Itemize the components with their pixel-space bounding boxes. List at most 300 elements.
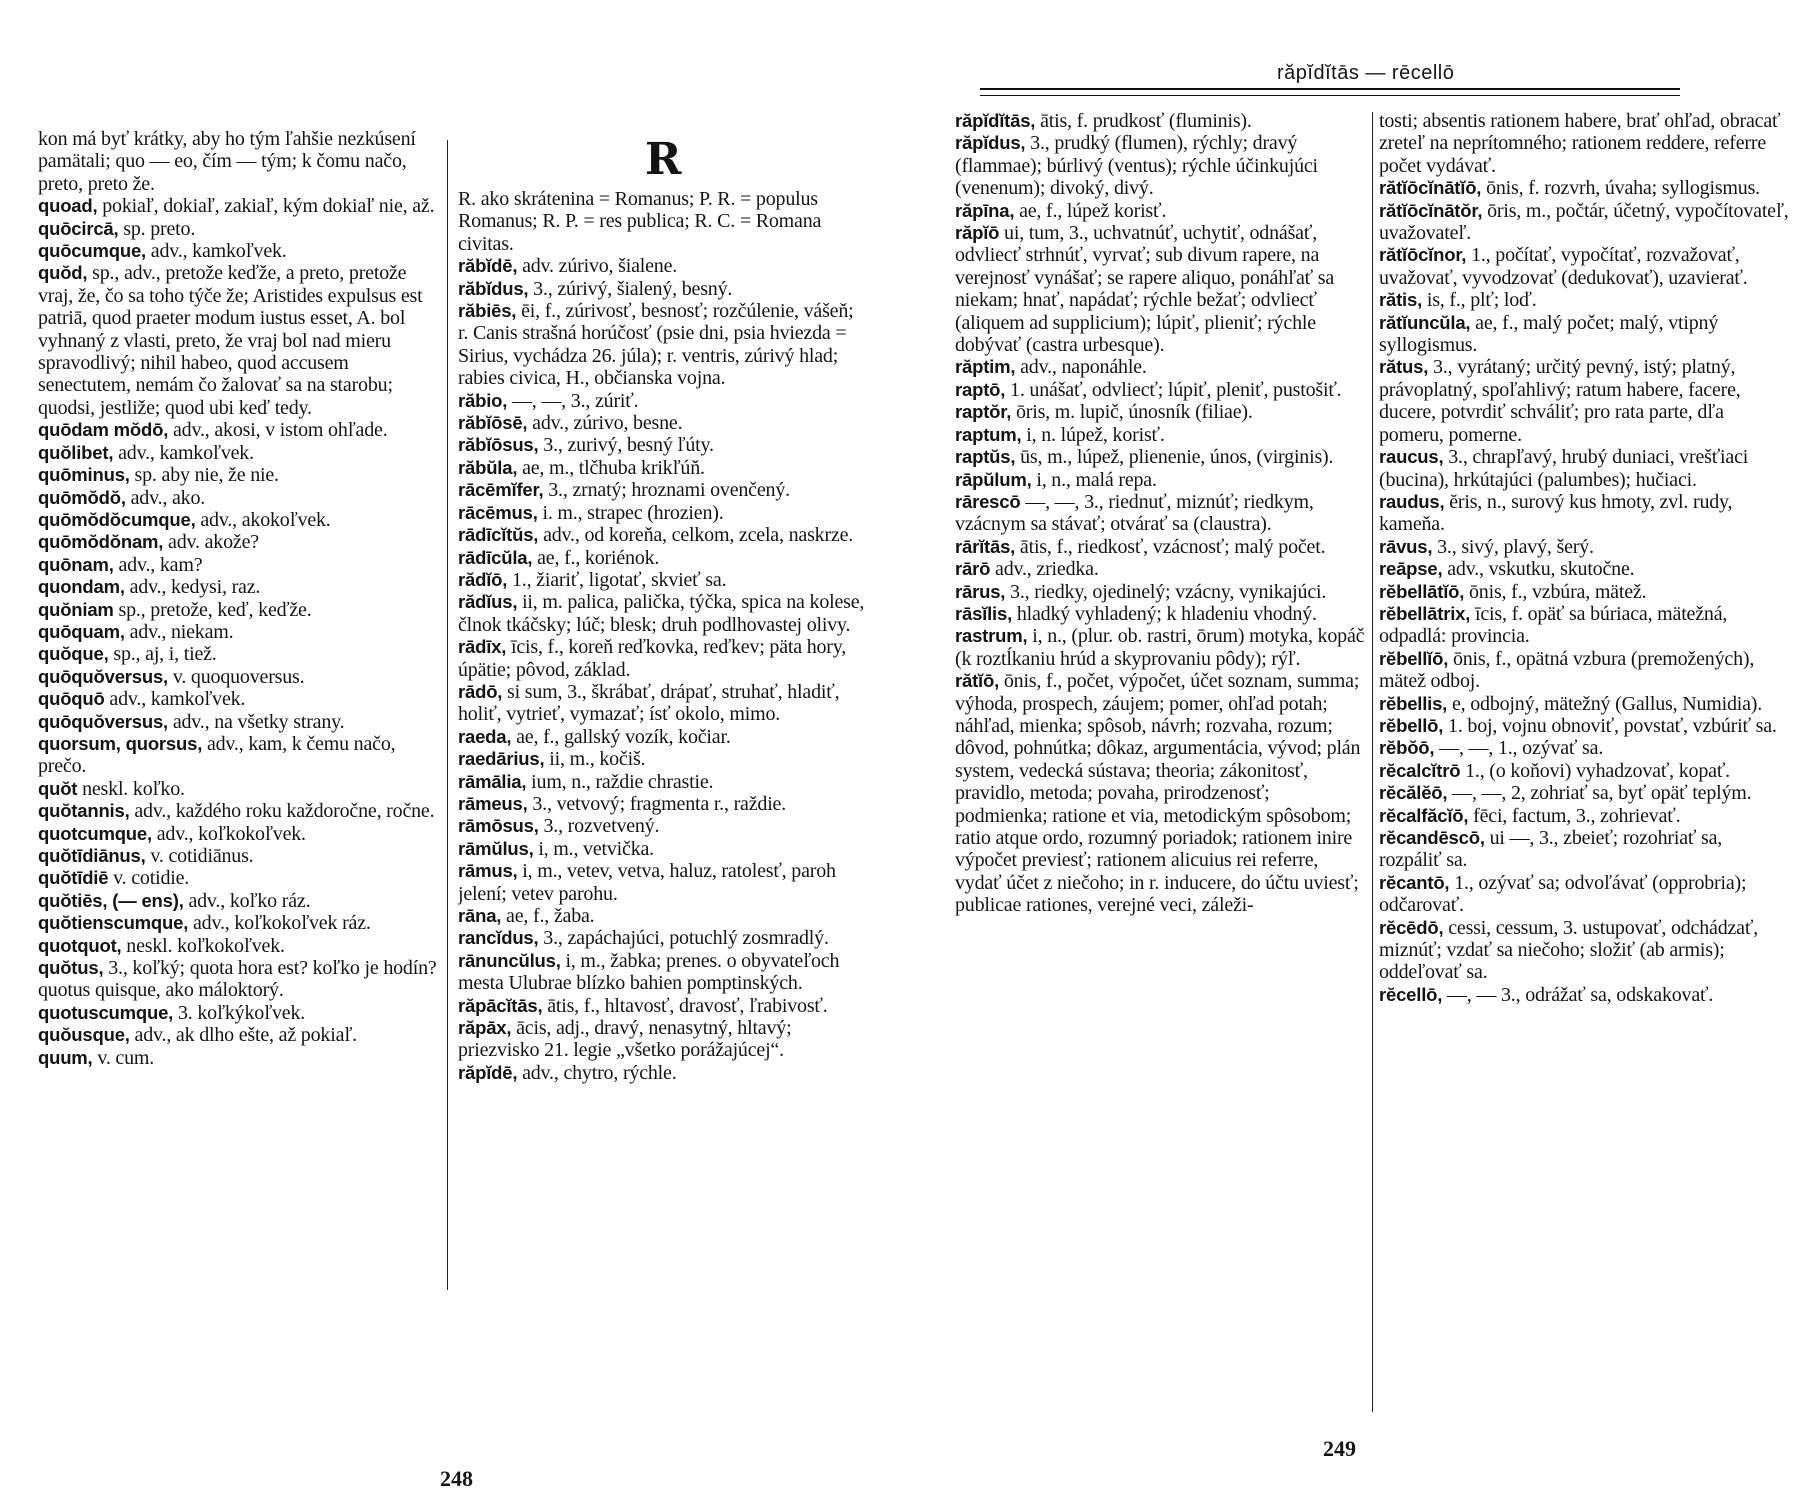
entry-definition: ium, n., raždie chrastie.: [531, 770, 714, 793]
dictionary-entry: [458, 412, 868, 434]
entry-definition: 1., ozývať sa; odvoľávať (opprobria); odčarovať.: [1379, 871, 1747, 917]
dictionary-entry: [458, 1017, 868, 1062]
entry-definition: ae, f., gallský vozík, kočiar.: [516, 725, 731, 748]
dictionary-entry: [38, 554, 440, 576]
entry-headword: răpīna,: [955, 199, 1015, 221]
entry-headword: răpĭdē,: [458, 1061, 518, 1083]
entry-definition: ae, f., lúpež korisť.: [1019, 199, 1167, 222]
entry-definition: ātis, f. prudkosť (fluminis).: [1040, 110, 1252, 132]
entry-definition: adv., kam, k čemu načo, prečo.: [38, 732, 396, 778]
entry-definition: v. cum.: [97, 1046, 155, 1069]
entry-definition: 3., zúrivý, šialený, besný.: [533, 277, 733, 300]
entry-definition: adv., od koreňa, celkom, zcela, naskrze.: [543, 524, 854, 547]
entry-definition: īcis, f. opäť sa búriaca, mätežná, odpadlá: provincia.: [1379, 602, 1728, 648]
entry-definition: i, m., vetvička.: [538, 837, 654, 860]
dictionary-entry: [38, 935, 440, 957]
entry-headword: rătĭō,: [955, 670, 1000, 692]
entry-definition: R. ako skrátenina = Romanus; P. R. = populus Romanus; R. P. = res publica; R. C. = Romana civitas.: [458, 188, 822, 255]
dictionary-entry: [38, 576, 440, 598]
entry-definition: fēci, factum, 3., zohrievať.: [1473, 804, 1681, 827]
dictionary-entry: [458, 188, 868, 255]
entry-definition: 3., sivý, plavý, šerý.: [1437, 535, 1594, 558]
entry-definition: 1., počítať, vypočítať, rozvažovať, uvažovať, vyvodzovať (dedukovať), uzavierať.: [1379, 244, 1748, 289]
entry-definition: i, n. lúpež, korisť.: [1026, 423, 1165, 446]
entry-definition: adv. zúrivo, šialene.: [522, 255, 678, 278]
entry-definition: ōnis, f. rozvrh, úvaha; syllogismus.: [1486, 177, 1760, 200]
entry-headword: quōmŏdŏcumque,: [38, 508, 196, 530]
entry-headword: quōmŏdŏnam,: [38, 531, 164, 553]
entry-headword: rĕbŏō,: [1379, 737, 1435, 759]
entry-definition: ūs, m., lúpež, plienenie, únos, (virginis).: [1020, 446, 1334, 469]
entry-definition: ui, tum, 3., uchvatnúť, uchytiť, odnášať, odvliecť strhnúť, vyrvať; sub divum rapere, na verejnosť vynášať; se rapere aliquo, ponáhľať sa niekam; hnať, napádať; rýchle bežať; odvliecť (aliquem ad supplicium); lúpiť, plieniť; rýchle dobývať (castra urbesque).: [955, 222, 1335, 357]
entry-headword: quŏtienscumque,: [38, 912, 189, 934]
entry-headword: rătĭuncŭla,: [1379, 311, 1471, 333]
dictionary-entry: [458, 636, 868, 681]
letter-heading: R: [644, 134, 682, 185]
page-number: 248: [440, 1466, 473, 1491]
entry-definition: 3. koľkýkoľvek.: [177, 1001, 306, 1024]
dictionary-entry: [458, 569, 868, 591]
dictionary-entry: [458, 457, 868, 479]
entry-definition: sp., aj, i, tiež.: [113, 643, 217, 666]
entry-headword: răbĭōsus,: [458, 434, 539, 456]
entry-headword: quōquŏversus,: [38, 710, 168, 732]
entry-definition: adv., chytro, rýchle.: [522, 1061, 677, 1084]
dictionary-entry: [1379, 581, 1789, 603]
entry-headword: rĕbellātĭō,: [1379, 580, 1465, 602]
left-column-1: [38, 128, 440, 1308]
dictionary-entry: [955, 558, 1365, 580]
entry-headword: quondam,: [38, 576, 125, 598]
entry-definition: 3., chrapľavý, hrubý duniaci, vrešťiaci (bucina), hrkútajúci (palumbes); hučiaci.: [1379, 446, 1749, 491]
entry-headword: raptum,: [955, 423, 1022, 445]
dictionary-entry: [458, 591, 868, 636]
entry-definition: adv., ako.: [130, 486, 206, 509]
entry-definition: adv., kedysi, raz.: [129, 576, 261, 599]
dictionary-entry: [1379, 603, 1789, 648]
dictionary-entry: [38, 711, 440, 733]
entry-definition: adv., každého roku každoročne, ročne.: [134, 800, 435, 823]
entry-definition: pokiaľ, dokiaľ, zakiaľ, kým dokiaľ nie, až.: [102, 195, 435, 218]
entry-definition: i, m., vetev, vetva, haluz, ratolesť, paroh jelení; vetev parohu.: [458, 860, 836, 905]
entry-headword: rādīcĭtŭs,: [458, 524, 539, 546]
entry-definition: adv., akokoľvek.: [200, 508, 331, 531]
entry-definition: ii, m. palica, palička, týčka, spica na kolese, člnok tkáčsky; lúč; blesk; druh podlhovastej olivy.: [458, 591, 865, 636]
dictionary-entry: [38, 509, 440, 531]
entry-definition: sp., adv., pretože keďže, a preto, pretože vraj, že, čo sa toho týče že; Aristides expulsus est patriā, quod praeter modum iustus esset, A. bol vyhnaný z vlasti, preto, že vraj bol nad mieru spravodlivý; nihil habeo, quod accusem senectutem, nemám čo žalovať sa na starobu; quodsi, jestliže; quod ubi keď tedy.: [38, 262, 423, 419]
dictionary-entry: [955, 356, 1365, 378]
running-head: răpĭdĭtās — rēcellō: [1277, 62, 1455, 84]
entry-headword: rādō,: [458, 680, 503, 702]
entry-headword: rĕcălĕō,: [1379, 782, 1448, 804]
dictionary-entry: [955, 222, 1365, 356]
dictionary-entry: [458, 995, 868, 1017]
entry-definition: neskl. koľkokoľvek.: [126, 934, 285, 957]
dictionary-entry: [38, 621, 440, 643]
entry-headword: rĕbellis,: [1379, 692, 1448, 714]
dictionary-entry: [955, 491, 1365, 536]
entry-headword: quŏtīdiē: [38, 867, 109, 889]
entry-definition: ui —, 3., zbeieť; rozohriať sa, rozpáliť sa.: [1379, 827, 1723, 872]
dictionary-entry: [955, 469, 1365, 491]
entry-headword: răpĭdus,: [955, 132, 1026, 154]
entry-definition: ātis, f., hltavosť, dravosť, ľrabivosť.: [547, 994, 828, 1017]
entry-definition: adv., vskutku, skutočne.: [1447, 558, 1635, 581]
entry-headword: quotcumque,: [38, 822, 152, 844]
dictionary-entry: [955, 625, 1365, 670]
dictionary-entry: [38, 957, 440, 1002]
dictionary-entry: [458, 434, 868, 456]
entry-headword: răbio,: [458, 389, 508, 411]
entry-headword: rătĭōcĭnātĭō,: [1379, 177, 1482, 199]
entry-definition: īcis, f., koreň reďkovka, reďkev; päta hory, úpätie; pôvod, základ.: [458, 636, 847, 681]
entry-definition: adv., zriedka.: [995, 558, 1099, 581]
dictionary-entry: [955, 581, 1365, 603]
entry-definition: adv., kamkoľvek.: [109, 688, 246, 711]
dictionary-entry: [458, 1062, 868, 1084]
entry-definition: —, —, 3., zúriť.: [511, 389, 639, 412]
entry-headword: răptim,: [955, 356, 1016, 378]
entry-definition: ae, m., tlčhuba krikľúň.: [522, 456, 705, 479]
entry-headword: rādīcŭla,: [458, 546, 533, 568]
dictionary-entry: [458, 838, 868, 860]
entry-definition: —, —, 3., riednuť, miznúť; riedkym, vzácnym sa stávať; otvárať sa (claustra).: [955, 490, 1314, 536]
entry-headword: quōnam,: [38, 553, 114, 575]
dictionary-entry: [1379, 289, 1789, 311]
entry-headword: rătis,: [1379, 289, 1423, 311]
entry-definition: 1., (o koňovi) vyhadzovať, kopať.: [1465, 759, 1730, 782]
entry-definition: adv., naponáhle.: [1020, 356, 1147, 379]
entry-headword: quōdam mŏdō,: [38, 419, 169, 441]
dictionary-entry: [1379, 782, 1789, 804]
dictionary-entry: [458, 300, 868, 390]
page-number: 249: [1323, 1436, 1356, 1461]
entry-headword: rārĭtās,: [955, 535, 1016, 557]
dictionary-entry: [955, 379, 1365, 401]
entry-definition: adv., na všetky strany.: [172, 710, 345, 733]
dictionary-entry: [458, 479, 868, 501]
entry-definition: adv., kamkoľvek.: [150, 240, 287, 263]
dictionary-entry: [458, 278, 868, 300]
entry-headword: quorsum, quorsus,: [38, 732, 203, 754]
entry-headword: quŏt: [38, 777, 78, 799]
entry-definition: ĕris, n., surový kus hmoty, zvl. rudy, kameňa.: [1379, 490, 1733, 536]
dictionary-entry: [1379, 536, 1789, 558]
dictionary-entry: [38, 442, 440, 464]
dictionary-entry: [38, 912, 440, 934]
entry-headword: quŏtīdiānus,: [38, 845, 146, 866]
entry-headword: raptŭs,: [955, 446, 1016, 468]
dictionary-entry: [1379, 693, 1789, 715]
entry-headword: rāsĭlis,: [955, 602, 1013, 624]
entry-headword: raptō,: [955, 378, 1006, 400]
entry-definition: adv., niekam.: [129, 620, 234, 643]
right-column-2: [1379, 110, 1789, 1440]
entry-definition: adv. akože?: [168, 531, 259, 554]
entry-definition: si sum, 3., škrábať, drápať, struhať, hladiť, holiť, vytrieť, vymazať; ísť okolo, mimo.: [458, 680, 840, 726]
entry-headword: quŏtiēs, (— ens),: [38, 889, 184, 911]
entry-definition: ii, m., kočiš.: [549, 748, 646, 771]
dictionary-entry: [1379, 648, 1789, 693]
entry-headword: răpĭdĭtās,: [955, 110, 1036, 131]
entry-headword: rĕbellātrix,: [1379, 602, 1471, 624]
dictionary-entry: [1379, 805, 1789, 827]
entry-definition: ōnis, f., opätná vzbura (premožených), mätež odboj.: [1379, 647, 1755, 693]
entry-headword: quōminus,: [38, 464, 130, 486]
column-divider: [447, 140, 448, 1290]
entry-definition: ōnis, f., počet, výpočet, účet soznam, summa; výhoda, prospech, záujem; pomer, ohľad potah; náhľad, mienka; spôsob, návrh; rozvaha, rozum; dôvod, pohnútka; dôkaz, argumentácia, vývod; plán system, vedecká sústava; theoria; zákonitosť, pravidlo, metoda; povaha, prirodzenosť; podmienka; ratione et via, metodickým spôsobom; ratio atque ordo, rozumný poriadok; rationem inire výpočet previesť; rationem alicuius rei referre, vydať účet z niečoho; in r. inducere, do účtu uviesť; publicae rationes, verejné veci, záleži-: [955, 670, 1361, 917]
entry-definition: adv., koľko ráz.: [188, 889, 311, 912]
entry-definition: sp., pretože, keď, keďže.: [118, 598, 312, 621]
entry-headword: quōcircā,: [38, 217, 119, 239]
entry-headword: quŏtus,: [38, 957, 104, 979]
entry-headword: răbiēs,: [458, 300, 517, 322]
dictionary-entry: [38, 1024, 440, 1046]
entry-headword: rătĭōcĭnātŏr,: [1379, 199, 1483, 221]
entry-headword: răbĭdus,: [458, 277, 529, 299]
dictionary-entry: [458, 927, 868, 949]
entry-definition: 3., vetvový; fragmenta r., raždie.: [532, 792, 787, 815]
entry-definition: 3., prudký (flumen), rýchly; dravý (flammae); búrlivý (ventus); rýchle účinkujúci (venenum); divoký, divý.: [955, 132, 1318, 200]
entry-headword: rāvus,: [1379, 535, 1433, 557]
dictionary-entry: [1379, 872, 1789, 917]
entry-headword: raudus,: [1379, 490, 1445, 512]
entry-headword: rāpŭlum,: [955, 468, 1032, 490]
entry-headword: quotuscumque,: [38, 1001, 174, 1023]
entry-headword: rāmōsus,: [458, 815, 539, 837]
entry-definition: adv., kamkoľvek.: [118, 441, 254, 464]
dictionary-entry: [38, 599, 440, 621]
entry-headword: quŏniam: [38, 598, 114, 620]
dictionary-entry: [955, 670, 1365, 916]
dictionary-entry: [38, 1002, 440, 1024]
entry-definition: 3., riedky, ojedinelý; vzácny, vynikajúci.: [1010, 580, 1327, 603]
dictionary-entry: [38, 688, 440, 710]
entry-definition: sp. aby nie, že nie.: [134, 464, 279, 487]
dictionary-entry: [1379, 715, 1789, 737]
dictionary-entry: [38, 195, 440, 217]
entry-headword: quōquŏversus,: [38, 665, 168, 687]
entry-definition: ōnis, f., vzbúra, mätež.: [1469, 580, 1647, 603]
entry-headword: rāmeus,: [458, 792, 528, 814]
dictionary-entry: [458, 771, 868, 793]
entry-definition: 3., zrnatý; hroznami ovenčený.: [548, 479, 790, 502]
entry-headword: quōcumque,: [38, 240, 146, 262]
dictionary-entry: [38, 218, 440, 240]
dictionary-entry: [955, 603, 1365, 625]
entry-headword: răbĭdē,: [458, 255, 518, 277]
entry-definition: cessi, cessum, 3. ustupovať, odchádzať, miznúť; vzdať sa niečoho; složiť (ab armis); oddeľovať sa.: [1379, 916, 1759, 984]
entry-headword: raptŏr,: [955, 401, 1012, 423]
entry-definition: 3., zapáchajúci, potuchlý zosmradlý.: [543, 927, 829, 950]
entry-definition: neskl. koľko.: [82, 777, 185, 800]
entry-headword: quotquot,: [38, 934, 122, 956]
entry-headword: rĕcēdō,: [1379, 916, 1444, 938]
entry-headword: raeda,: [458, 725, 512, 747]
entry-definition: i, n., malá repa.: [1036, 468, 1157, 491]
entry-definition: adv., koľkokoľvek ráz.: [192, 912, 371, 935]
entry-headword: raucus,: [1379, 446, 1444, 468]
entry-headword: rĕbellĭō,: [1379, 647, 1449, 669]
entry-headword: quŏusque,: [38, 1024, 130, 1046]
entry-definition: sp. preto.: [123, 217, 196, 240]
dictionary-entry: [1379, 177, 1789, 199]
entry-headword: quoad,: [38, 195, 98, 217]
dictionary-entry: [38, 778, 440, 800]
dictionary-entry: [458, 726, 868, 748]
entry-definition: ācis, adj., dravý, nenasytný, hltavý; priezvisko 21. legie „všetko porážajúcej“.: [458, 1017, 792, 1062]
dictionary-entry: [38, 419, 440, 441]
entry-definition: 3., koľký; quota hora est? koľko je hodín? quotus quisque, ako máloktorý.: [38, 957, 437, 1002]
entry-definition: ae, f., žaba.: [506, 905, 595, 927]
entry-headword: rĕcalcĭtrō: [1379, 759, 1461, 781]
dictionary-entry: [458, 905, 868, 927]
right-page: [905, 0, 1810, 1500]
dictionary-entry: [1379, 200, 1789, 245]
entry-headword: quŏlibet,: [38, 441, 114, 463]
entry-headword: rĕcalfăcĭō,: [1379, 804, 1469, 826]
entry-headword: rătĭōcĭnor,: [1379, 244, 1467, 266]
entry-headword: rāmālia,: [458, 770, 527, 792]
entry-headword: rătus,: [1379, 356, 1429, 378]
dictionary-entry: [38, 531, 440, 553]
dictionary-entry: [38, 823, 440, 845]
dictionary-entry: [1379, 446, 1789, 491]
entry-definition: adv., zúrivo, besne.: [532, 412, 683, 435]
dictionary-entry: [458, 815, 868, 837]
entry-headword: quōquam,: [38, 620, 125, 642]
header-rule: [980, 88, 1680, 90]
dictionary-entry: [38, 666, 440, 688]
dictionary-entry: [1379, 984, 1789, 1006]
entry-headword: rāmŭlus,: [458, 837, 534, 859]
entry-headword: rĕcellō,: [1379, 983, 1443, 1005]
dictionary-entry: [38, 845, 440, 867]
dictionary-entry: [458, 502, 868, 524]
dictionary-entry: [38, 867, 440, 889]
entry-headword: răbĭōsē,: [458, 412, 528, 434]
column-divider: [1372, 112, 1373, 1412]
entry-headword: rāna,: [458, 905, 502, 926]
entry-definition: ōris, m. lupič, únosník (filiae).: [1015, 401, 1253, 424]
entry-headword: rĕcandēscō,: [1379, 827, 1485, 848]
dictionary-entry: [955, 110, 1365, 132]
dictionary-entry: [955, 132, 1365, 199]
dictionary-entry: [955, 536, 1365, 558]
entry-headword: rārō: [955, 558, 991, 580]
entry-definition: i. m., strapec (hrozien).: [542, 501, 724, 524]
entry-definition: i, n., (plur. ob. rastri, ōrum) motyka, kopáč (k roztĺkaniu hrúd a skyprovaniu pôdy); rýľ.: [955, 625, 1365, 670]
entry-headword: quŏd,: [38, 262, 88, 284]
dictionary-entry: [1379, 917, 1789, 984]
dictionary-entry: [38, 1047, 440, 1069]
entry-headword: rādīx,: [458, 636, 507, 658]
entry-headword: rĕcantō,: [1379, 871, 1450, 893]
entry-definition: —, —, 1., ozývať sa.: [1439, 737, 1604, 760]
entry-headword: quum,: [38, 1046, 93, 1068]
dictionary-entry: [38, 643, 440, 665]
entry-definition: 1. boj, vojnu obnoviť, povstať, vzbúriť sa.: [1448, 714, 1777, 737]
dictionary-entry: [955, 401, 1365, 423]
left-column-2: [458, 128, 868, 1308]
entry-definition: is, f., plť; loď.: [1426, 289, 1537, 312]
entry-definition: 1. unášať, odvliecť; lúpiť, pleniť, pustošiť.: [1010, 378, 1342, 401]
entry-definition: adv., akosi, v istom ohľade.: [172, 419, 388, 442]
entry-headword: rĕbellō,: [1379, 714, 1444, 736]
dictionary-entry: [1379, 760, 1789, 782]
entry-headword: rānuncŭlus,: [458, 949, 561, 971]
dictionary-entry: [458, 860, 868, 905]
entry-headword: rāmus,: [458, 860, 518, 882]
dictionary-entry: [38, 464, 440, 486]
dictionary-entry: [458, 793, 868, 815]
entry-headword: raedārius,: [458, 748, 545, 770]
entry-headword: răbŭla,: [458, 456, 518, 478]
dictionary-entry: [458, 950, 868, 995]
entry-definition: —, — 3., odrážať sa, odskakovať.: [1447, 983, 1714, 1006]
dictionary-entry: [458, 390, 868, 412]
dictionary-entry: [458, 255, 868, 277]
entry-definition: v. cotidie.: [113, 867, 190, 890]
entry-definition: tosti; absentis rationem habere, brať ohľad, obracať zreteľ na neprítomného; rationem reddere, referre počet vydávať.: [1379, 110, 1781, 177]
dictionary-entry: [458, 748, 868, 770]
dictionary-entry: [38, 890, 440, 912]
dictionary-entry: [1379, 827, 1789, 872]
dictionary-entry: [38, 262, 440, 419]
entry-headword: răpācĭtās,: [458, 994, 543, 1016]
dictionary-entry: [955, 424, 1365, 446]
entry-definition: ae, f., koriénok.: [537, 546, 660, 569]
entry-definition: 3., vyrátaný; určitý pevný, istý; platný, právoplatný, spoľahlivý; ratum habere, facere, ducere, potvrdiť schváliť; pro rata parte, dľa pomeru, pomerne.: [1379, 356, 1741, 446]
dictionary-entry: [1379, 312, 1789, 357]
entry-headword: rancĭdus,: [458, 927, 539, 949]
entry-headword: reāpse,: [1379, 558, 1443, 580]
entry-headword: rastrum,: [955, 625, 1028, 647]
entry-definition: hladký vyhladený; k hladeniu vhodný.: [1016, 602, 1317, 625]
entry-headword: quōmŏdŏ,: [38, 486, 126, 508]
entry-headword: rārus,: [955, 580, 1006, 602]
entry-headword: rădĭus,: [458, 591, 518, 613]
entry-headword: quŏtannis,: [38, 800, 130, 822]
dictionary-entry: [458, 547, 868, 569]
dictionary-entry: [38, 240, 440, 262]
dictionary-entry: [1379, 110, 1789, 177]
entry-headword: rārescō: [955, 490, 1021, 512]
entry-headword: răpāx,: [458, 1017, 512, 1039]
dictionary-entry: [1379, 244, 1789, 289]
dictionary-entry: [458, 524, 868, 546]
dictionary-entry: [1379, 737, 1789, 759]
dictionary-entry: [38, 800, 440, 822]
entry-definition: ēi, f., zúrivosť, besnosť; rozčúlenie, vášeň; r. Canis strašná horúčosť (psie dni, psia hviezda = Sirius, vychádza 26. júla); r. ventris, zúrivý hlad; rabies civica, H., občianska vojna.: [458, 300, 854, 390]
entry-headword: quŏque,: [38, 643, 109, 665]
entry-headword: rădĭō,: [458, 568, 508, 590]
entry-definition: e, odbojný, mätežný (Gallus, Numidia).: [1451, 692, 1763, 715]
dictionary-entry: [1379, 356, 1789, 446]
entry-definition: ōris, m., počtár, účetný, vypočítovateľ, uvažovateľ.: [1379, 199, 1789, 245]
dictionary-entry: [1379, 558, 1789, 580]
entry-definition: adv., ak dlho ešte, až pokiaľ.: [134, 1024, 357, 1047]
dictionary-entry: [38, 733, 440, 778]
entry-definition: 3., rozvetvený.: [543, 815, 660, 838]
entry-definition: v. cotidiānus.: [150, 845, 254, 867]
entry-definition: adv., koľkokoľvek.: [156, 822, 306, 845]
dictionary-entry: [1379, 491, 1789, 536]
entry-definition: v. quoquoversus.: [172, 665, 305, 688]
entries: [458, 188, 868, 1084]
entry-headword: răpĭō: [955, 222, 1000, 244]
right-column-1: [955, 110, 1365, 1440]
